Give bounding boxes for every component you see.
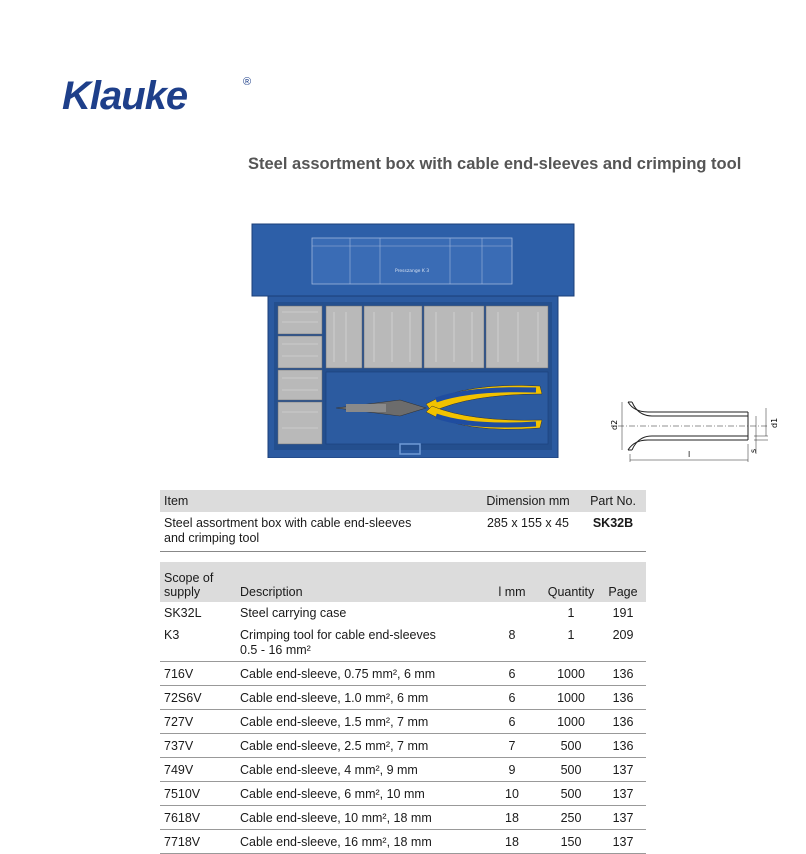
row-description: Cable end-sleeve, 1.5 mm², 7 mm — [240, 714, 429, 729]
end-sleeve-drawing — [608, 394, 783, 466]
label-d1: d1 — [770, 417, 779, 428]
scope-table-header — [160, 562, 646, 602]
table-row — [160, 806, 646, 830]
row-l: 18 — [505, 834, 519, 849]
table-row — [160, 662, 646, 686]
row-quantity: 1000 — [557, 666, 585, 681]
row-page: 137 — [612, 834, 634, 849]
header-l-mm: l mm — [498, 585, 526, 599]
row-quantity: 500 — [560, 762, 582, 777]
row-page: 137 — [612, 810, 634, 825]
header-part-no: Part No. — [590, 494, 636, 508]
row-l: 6 — [508, 690, 516, 705]
row-page: 136 — [612, 714, 634, 729]
lid-label: Presszange K 3 — [395, 269, 430, 274]
row-quantity: 1 — [567, 606, 575, 620]
header-quantity: Quantity — [547, 585, 595, 599]
row-description-line2: 0.5 - 16 mm² — [240, 643, 311, 657]
row-l: 6 — [508, 666, 516, 681]
product-photo — [250, 222, 576, 458]
table-row — [160, 758, 646, 782]
row-code: 7718V — [164, 834, 201, 849]
row-page: 137 — [612, 786, 634, 801]
row-description: Cable end-sleeve, 16 mm², 18 mm — [240, 834, 432, 849]
row-code: 716V — [164, 666, 194, 681]
row-description-line1: Crimping tool for cable end-sleeves — [240, 628, 436, 642]
row-quantity: 500 — [560, 738, 582, 753]
row-description: Cable end-sleeve, 10 mm², 18 mm — [240, 810, 432, 825]
row-code: 7510V — [164, 786, 201, 801]
table-row — [160, 710, 646, 734]
row-description — [240, 628, 482, 658]
row-quantity: 1000 — [557, 714, 585, 729]
row-description: Steel carrying case — [240, 606, 347, 620]
header-scope-line1: Scope of — [164, 571, 214, 585]
row-code: 72S6V — [164, 690, 202, 705]
row-page: 209 — [612, 628, 634, 642]
item-description — [160, 516, 476, 551]
page-title: Steel assortment box with cable end-sleeves and crimping tool — [248, 155, 742, 173]
row-l: 10 — [505, 786, 519, 801]
row-code: 737V — [164, 738, 194, 753]
row-code: 7618V — [164, 810, 201, 825]
row-l: 9 — [508, 762, 516, 777]
row-quantity: 250 — [560, 810, 582, 825]
item-table-header — [160, 490, 646, 512]
row-l: 8 — [508, 628, 516, 642]
row-description: Cable end-sleeve, 6 mm², 10 mm — [240, 786, 425, 801]
item-part-no: SK32B — [592, 516, 634, 530]
label-s: s — [749, 448, 758, 453]
header-scope — [160, 571, 240, 599]
row-code: K3 — [164, 628, 180, 642]
klauke-logo: Klauke — [62, 74, 188, 118]
row-code: SK32L — [164, 606, 202, 620]
row-code: 727V — [164, 714, 194, 729]
row-quantity: 500 — [560, 786, 582, 801]
header-description: Description — [240, 585, 303, 599]
row-description: Cable end-sleeve, 0.75 mm², 6 mm — [240, 666, 436, 681]
header-page: Page — [608, 585, 638, 599]
row-page: 136 — [612, 666, 634, 681]
product-table — [160, 490, 646, 854]
row-l: 6 — [508, 714, 516, 729]
table-row — [160, 602, 646, 624]
item-row — [160, 512, 646, 552]
header-item: Item — [164, 494, 189, 508]
row-l: 7 — [508, 738, 516, 753]
row-description: Cable end-sleeve, 1.0 mm², 6 mm — [240, 690, 429, 705]
row-l: 18 — [505, 810, 519, 825]
label-d2: d2 — [610, 419, 619, 430]
label-l: l — [688, 450, 691, 459]
table-row — [160, 686, 646, 710]
row-page: 137 — [612, 762, 634, 777]
table-row — [160, 624, 646, 662]
table-row — [160, 830, 646, 854]
row-quantity: 1 — [567, 628, 575, 642]
item-line2: and crimping tool — [164, 531, 260, 545]
row-description: Cable end-sleeve, 2.5 mm², 7 mm — [240, 738, 429, 753]
row-code: 749V — [164, 762, 194, 777]
registered-mark: ® — [243, 76, 252, 88]
row-description: Cable end-sleeve, 4 mm², 9 mm — [240, 762, 418, 777]
table-row — [160, 734, 646, 758]
table-row — [160, 782, 646, 806]
row-page: 191 — [612, 606, 634, 620]
row-quantity: 150 — [560, 834, 582, 849]
header-scope-line2: supply — [164, 585, 201, 599]
item-dimension: 285 x 155 x 45 — [486, 516, 569, 530]
item-line1: Steel assortment box with cable end-sleeves — [164, 516, 412, 530]
row-page: 136 — [612, 690, 634, 705]
row-quantity: 1000 — [557, 690, 585, 705]
header-dimension: Dimension mm — [486, 494, 570, 508]
row-page: 136 — [612, 738, 634, 753]
